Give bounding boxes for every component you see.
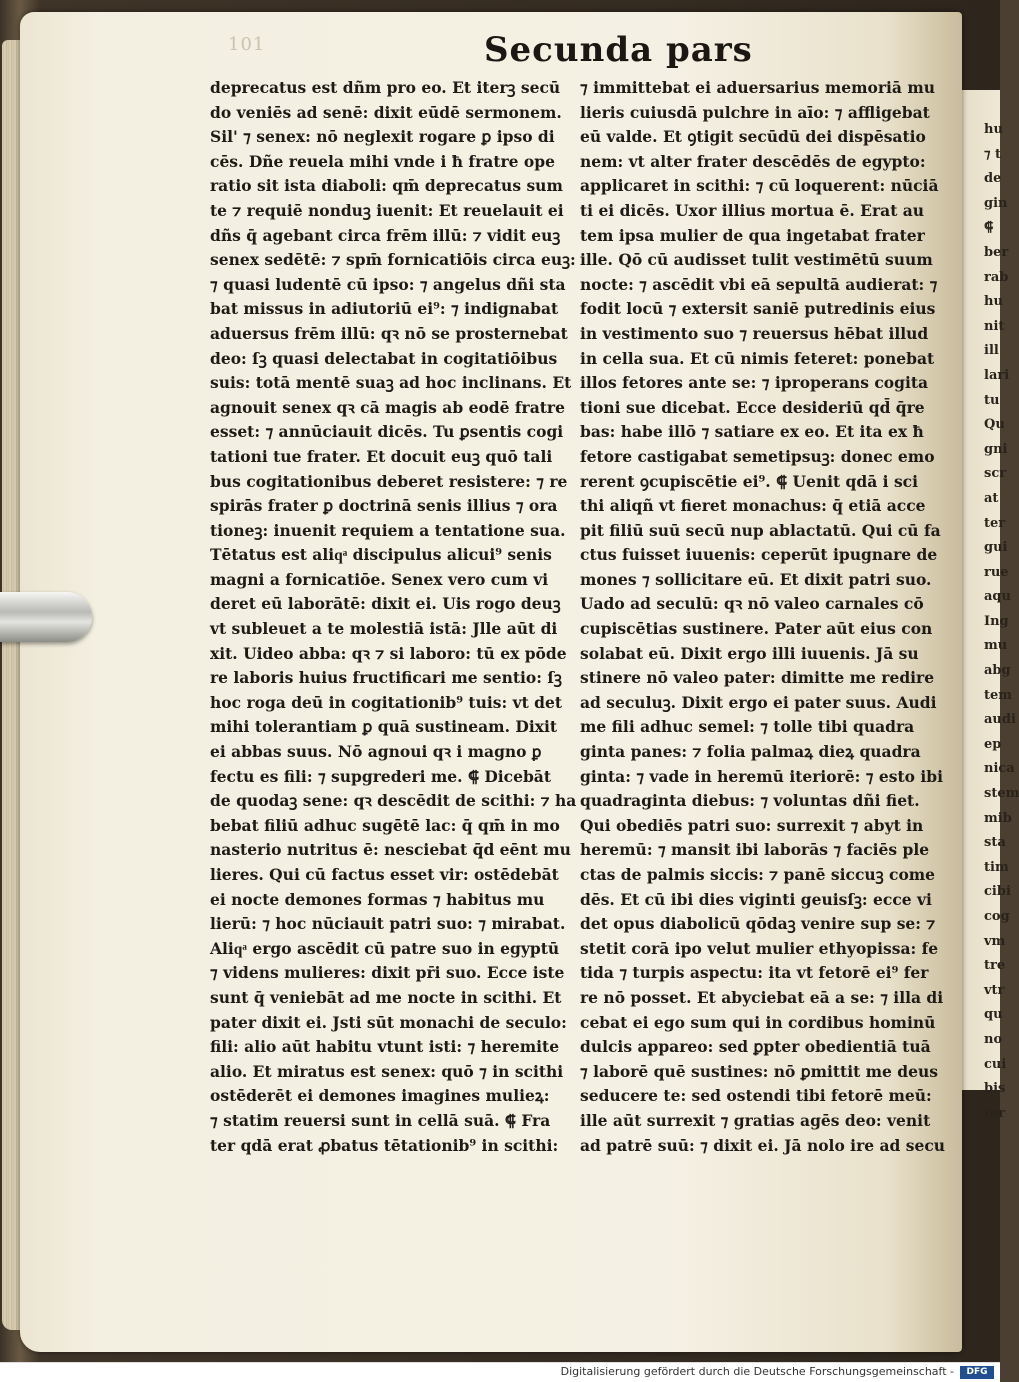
text-line: lieres. Qui cū factus esset vir: ostēdebāt (210, 865, 559, 884)
text-line: nem: vt alter frater descēdēs de egypto: (580, 151, 926, 171)
text-line: deprecatus est dñm pro eo. Et iterꝫ secū (210, 78, 561, 97)
text-line: ad patrē suū: ⁊ dixit ei. Jā nolo ire ad secu (580, 1135, 946, 1155)
right-text-column (580, 76, 946, 1158)
text-line: ginta panes: ⁊ folia palmaꝝ dieꝝ quadra (580, 742, 921, 762)
text-line: dñs q̄ agebant circa frēm illū: ⁊ vidit euꝫ (210, 225, 561, 245)
text-line: heremū: ⁊ mansit ibi laborās ⁊ faciēs ple (580, 840, 930, 860)
text-line: re laboris huius fructificari me sentio: ſꝫ (210, 668, 562, 688)
text-line: tida ⁊ turpis aspectu: ita vt fetorē ei⁹ fer (580, 963, 929, 983)
text-line: cebat ei ego sum qui in cordibus hominū (580, 1012, 936, 1032)
text-line: re nō posset. Et abyciebat eā a se: ⁊ illa di (580, 987, 944, 1007)
margin-fragment: ber (984, 244, 1009, 260)
running-head: Secunda pars (484, 30, 753, 70)
margin-fragment: sta (984, 835, 1006, 851)
margin-fragment: stem (984, 786, 1019, 802)
text-line: Uado ad seculū: qꝛ nō valeo carnales cō (580, 594, 924, 614)
margin-fragment: mu (984, 638, 1008, 654)
text-line: ti ei dicēs. Uxor illius mortua ē. Erat au (580, 200, 925, 220)
text-line: lierū: ⁊ hoc nūciauit patri suo: ⁊ mirabat. (210, 914, 566, 934)
margin-fragment: tem (984, 687, 1013, 703)
margin-fragment: no (984, 1031, 1003, 1047)
text-line: tationi tue frater. Et docuit euꝫ quō tali (210, 446, 553, 466)
text-line: ginta: ⁊ vade in heremū iteriorē: ⁊ esto ibi (580, 766, 943, 786)
margin-fragment: ill (984, 343, 999, 359)
text-line: Qui obediēs patri suo: surrexit ⁊ abyt in (580, 815, 924, 835)
margin-fragment: at (984, 490, 999, 506)
text-line: ⁊ laborē quē sustines: nō ꝑmittit me deus (580, 1061, 938, 1081)
text-line: magni a fornicatiōe. Senex vero cum vi (210, 569, 549, 589)
text-line: fetore castigabat semetipsuꝫ: donec emo (580, 446, 935, 466)
text-line: agnouit senex qꝛ cā magis ab eodē fratre (210, 397, 565, 417)
text-line: ille. Qō cū audisset tulit vestimētū suum (580, 250, 933, 270)
text-line: fili: alio aūt habitu vtunt isti: ⁊ heremite (210, 1037, 560, 1057)
margin-fragment: tre (984, 958, 1006, 974)
text-line: cēs. Dñe reuela mihi vnde i ħ fratre ope (210, 151, 555, 171)
text-line: xit. Uideo abba: qꝛ ⁊ si laboro: tū ex pōde (210, 643, 567, 663)
margin-fragment: gin (984, 195, 1008, 211)
margin-fragment: lari (984, 367, 1010, 383)
text-line: spirās frater ꝑ doctrinā senis illius ⁊ ora (210, 496, 558, 516)
text-line: eū valde. Et ꝯtigit secūdū dei dispēsatio (580, 127, 926, 147)
text-line: applicaret in scithi: ⁊ cū loquerent: nūciā (580, 176, 939, 196)
margin-fragment: rab (984, 269, 1009, 285)
text-line: tioni sue dicebat. Ecce desideriū qd̄ q̄re (580, 397, 925, 417)
dfg-logo: DFG (960, 1366, 994, 1379)
text-line: ⁊ videns mulieres: dixit pr̄i suo. Ecce iste (210, 963, 565, 983)
text-line: sunt q̄ veniebāt ad me nocte in scithi. Et (210, 987, 562, 1007)
text-line: Tētatus est aliqͣ discipulus alicui⁹ senis (210, 545, 552, 565)
page-number: 101 (228, 34, 266, 55)
text-line: dulcis appareo: sed ꝑpter obedientiā tuā (580, 1037, 931, 1057)
text-line: ei abbas suus. Nō agnoui qꝛ i magno ꝑ (210, 742, 542, 762)
margin-fragment: abg (984, 663, 1011, 679)
margin-fragment: gni (984, 441, 1008, 457)
text-line: esset: ⁊ annūciauit dicēs. Tu ꝑsentis cogi (210, 422, 564, 442)
text-line: Sil' ⁊ senex: nō neglexit rogare ꝑ ipso di (210, 127, 555, 147)
text-line: hoc roga deū in cogitationib⁹ tuis: vt det (210, 692, 562, 712)
text-line: ⁊ statim reuersi sunt in cellā suā. ⸿ Fra (210, 1110, 551, 1130)
margin-fragment: nica (984, 761, 1015, 777)
text-line: ei nocte demones formas ⁊ habitus mu (210, 889, 545, 909)
text-line: nocte: ⁊ ascēdit vbi eā sepultā audierat: ⁊ (580, 274, 938, 294)
text-line: mones ⁊ sollicitare eū. Et dixit patri suo. (580, 569, 932, 589)
text-line: suis: totā mentē suaꝫ ad hoc inclinans. Et (210, 373, 572, 393)
text-line: Aliqͣ ergo ascēdit cū patre suo in egyptū (210, 938, 560, 958)
margin-fragment: vtr (984, 982, 1005, 998)
text-line: det opus diabolicū qōdaꝫ venire sup se: ⁊ (580, 914, 936, 934)
text-line: in vestimento suo ⁊ reuersus hēbat illud (580, 323, 929, 343)
text-line: vt subleuet a te molestiā istā: Jlle aūt di (210, 619, 558, 639)
text-line: fectu es fili: ⁊ supgrederi me. ⸿ Dicebāt (210, 766, 552, 786)
margin-fragment: cui (984, 1056, 1007, 1072)
text-line: bebat filiū adhuc sugētē lac: q̄ qm̄ in mo (210, 815, 560, 835)
text-line: seducere te: sed ostendi tibi fetorē meū: (580, 1086, 932, 1106)
margin-fragment: cibi (984, 884, 1011, 900)
text-line: ⁊ quasi ludentē cū ipso: ⁊ angelus dñi sta (210, 274, 566, 294)
text-line: fodit locū ⁊ extersit saniē putredinis eius (580, 299, 936, 319)
text-line: stetit corā ipo velut mulier ethyopissa: fe (580, 938, 939, 958)
text-line: pater dixit ei. Jsti sūt monachi de seculo: (210, 1012, 567, 1032)
margin-fragment: ter (984, 1105, 1006, 1121)
text-line: nasterio nutritus ē: nesciebat q̄d eēnt mu (210, 840, 571, 860)
margin-fragment: aqu (984, 589, 1011, 605)
text-line: me fili adhuc semel: ⁊ tolle tibi quadra (580, 717, 915, 737)
text-line: deret eū laborātē: dixit ei. Uis rogo deuꝫ (210, 594, 561, 614)
margin-fragment: hu (984, 122, 1003, 137)
margin-fragment: nit (984, 318, 1005, 334)
text-line: ⁊ immittebat ei aduersarius memoriā mu (580, 78, 936, 97)
margin-fragment: vm (984, 933, 1006, 949)
text-line: bus cogitationibus deberet resistere: ⁊ re (210, 471, 568, 491)
text-line: dēs. Et cū ibi dies viginti geuisſꝫ: ecce vi (580, 889, 932, 909)
margin-fragment: bis (984, 1081, 1006, 1097)
text-line: ter qdā erat ꝓbatus tētationib⁹ in scithi: (210, 1135, 559, 1155)
left-text-column (210, 76, 577, 1158)
text-line: stinere nō valeo pater: dimitte me redire (580, 668, 935, 688)
margin-fragment: rue (984, 564, 1009, 580)
text-line: ctas de palmis siccis: ⁊ panē siccuꝫ come (580, 865, 936, 884)
margin-fragment: audi (984, 712, 1016, 728)
text-line: tioneꝫ: inuenit requiem a tentatione sua. (210, 520, 566, 540)
margin-fragment: hu (984, 294, 1003, 310)
text-line: te ⁊ requiē nonduꝫ iuenit: Et reuelauit ei (210, 200, 564, 220)
text-line: pit filiū suū secū nup ablactatū. Qui cū fa (580, 520, 941, 540)
text-line: tem ipsa mulier de qua ingetabat frater (580, 225, 925, 245)
margin-fragment: tu (984, 392, 1000, 408)
facing-page-margin-text (984, 118, 1019, 1126)
text-line: alio. Et miratus est senex: quō ⁊ in scithi (210, 1061, 564, 1081)
text-line: lieris cuiusdā pulchre in aīo: ⁊ affligebat (580, 102, 930, 122)
margin-fragment: Qu (984, 417, 1005, 433)
text-line: thi aliqñ vt fieret monachus: q̄ etiā acce (580, 496, 926, 516)
margin-fragment: mib (984, 810, 1012, 826)
text-line: do veniēs ad senē: dixit eūdē sermonem. (210, 102, 562, 122)
margin-fragment: cog (984, 909, 1010, 924)
text-line: cupiscētias sustinere. Pater aūt eius con (580, 619, 933, 639)
text-line: in cella sua. Et cū nimis feteret: ponebat (580, 348, 935, 368)
margin-fragment: ep (984, 736, 1002, 752)
footer-bar (0, 1362, 1000, 1382)
text-line: ctus fuisset iuuenis: ceperūt ipugnare de (580, 545, 938, 565)
margin-fragment: scr (984, 466, 1007, 482)
margin-fragment: Ing (984, 613, 1009, 629)
margin-fragment: ⁊ t (984, 146, 1001, 162)
page-clip (0, 592, 92, 642)
text-line: de quodaꝫ sene: qꝛ descēdit de scithi: ⁊ ha (210, 791, 577, 811)
margin-fragment: qu (984, 1007, 1003, 1023)
text-line: bas: habe illō ⁊ satiare ex eo. Et ita ex ħ (580, 422, 924, 442)
margin-fragment: ter (984, 515, 1006, 531)
text-line: aduersus frēm illū: qꝛ nō se prosternebat (210, 323, 568, 343)
text-line: rerent ꝯcupiscētie ei⁹. ⸿ Uenit qdā i sci (580, 471, 919, 491)
text-line: ratio sit ista diaboli: qm̄ deprecatus sum (210, 176, 563, 196)
text-line: ad seculuꝫ. Dixit ergo ei pater suus. Audi (580, 692, 937, 712)
margin-fragment: ⸿ (984, 220, 994, 236)
text-line: mihi tolerantiam ꝑ quā sustineam. Dixit (210, 717, 557, 737)
text-line: quadraginta diebus: ⁊ voluntas dñi fiet. (580, 791, 920, 811)
text-line: bat missus in adiutoriū ei⁹: ⁊ indignabat (210, 299, 559, 319)
text-line: illos fetores ante se: ⁊ iproperans cogita (580, 373, 929, 393)
margin-fragment: de (984, 171, 1002, 187)
text-line: deo: ſꝫ quasi delectabat in cogitatiōibus (210, 348, 558, 368)
text-line: senex sedētē: ⁊ spm̄ fornicatiōis circa euꝫ: (210, 250, 576, 270)
funding-credit: Digitalisierung gefördert durch die Deutsche Forschungsgemeinschaft - (560, 1365, 954, 1378)
margin-fragment: tim (984, 859, 1009, 875)
text-line: solabat eū. Dixit ergo illi iuuenis. Jā su (580, 643, 919, 663)
margin-fragment: gui (984, 540, 1008, 556)
text-line: ille aūt surrexit ⁊ gratias agēs deo: venit (580, 1110, 931, 1130)
text-line: ostēderēt ei demones imagines mulieꝝ: (210, 1086, 550, 1106)
